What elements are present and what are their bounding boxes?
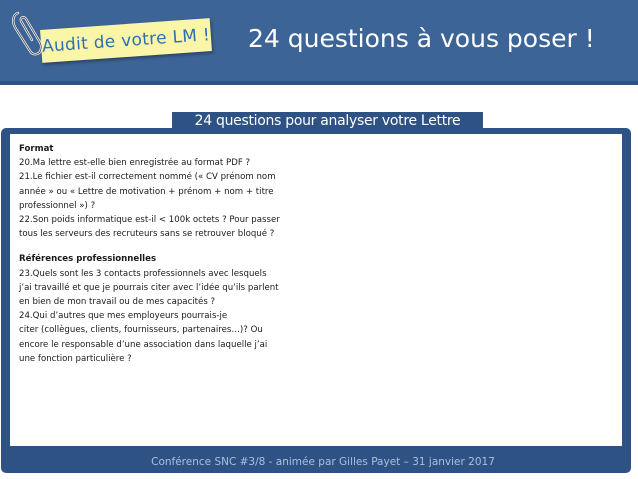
format-line: année » ou « Lettre de motivation + prénom + nom + titre <box>19 186 274 197</box>
format-line: 21.Le fichier est-il correctement nommé (« CV prénom nom <box>19 172 276 183</box>
references-line: une fonction particulière ? <box>19 353 132 364</box>
references-line: 23.Quels sont les 3 contacts professionnels avec lesquels <box>19 268 267 279</box>
footer-text: Conférence SNC #3/8 - animée par Gilles Payet – 31 janvier 2017 <box>138 454 508 470</box>
format-line: tous les serveurs des recruteurs sans se retrouver bloqué ? <box>19 229 275 240</box>
spacer <box>19 241 319 252</box>
references-line: j’ai travaillé et que je pourrais citer avec l’idée qu’ils parlent <box>19 282 279 293</box>
references-heading: Références professionnelles <box>19 254 157 265</box>
sticky-note <box>40 18 212 63</box>
format-line: 20.Ma lettre est-elle bien enregistrée au format PDF ? <box>19 158 251 169</box>
references-line: encore le responsable d’une association dans laquelle j’ai <box>19 339 268 350</box>
references-line: citer (collègues, clients, fournisseurs, partenaires…)? Ou <box>19 325 263 336</box>
content-text <box>19 142 319 366</box>
sticky-note-label: Audit de votre LM ! <box>41 24 211 57</box>
header-band <box>0 0 638 85</box>
content-frame <box>1 128 631 473</box>
format-line: professionnel ») ? <box>19 200 96 211</box>
page-title: 24 questions à vous poser ! <box>248 24 595 53</box>
content-panel <box>10 134 622 446</box>
format-line: 22.Son poids informatique est-il < 100k octets ? Pour passer <box>19 215 280 226</box>
references-line: 24.Qui d’autres que mes employeurs pourrais-je <box>19 311 228 322</box>
section-tab: 24 questions pour analyser votre Lettre <box>172 112 483 130</box>
paperclip-icon <box>8 7 46 59</box>
references-line: en bien de mon travail ou de mes capacités ? <box>19 297 216 308</box>
format-heading: Format <box>19 144 54 154</box>
